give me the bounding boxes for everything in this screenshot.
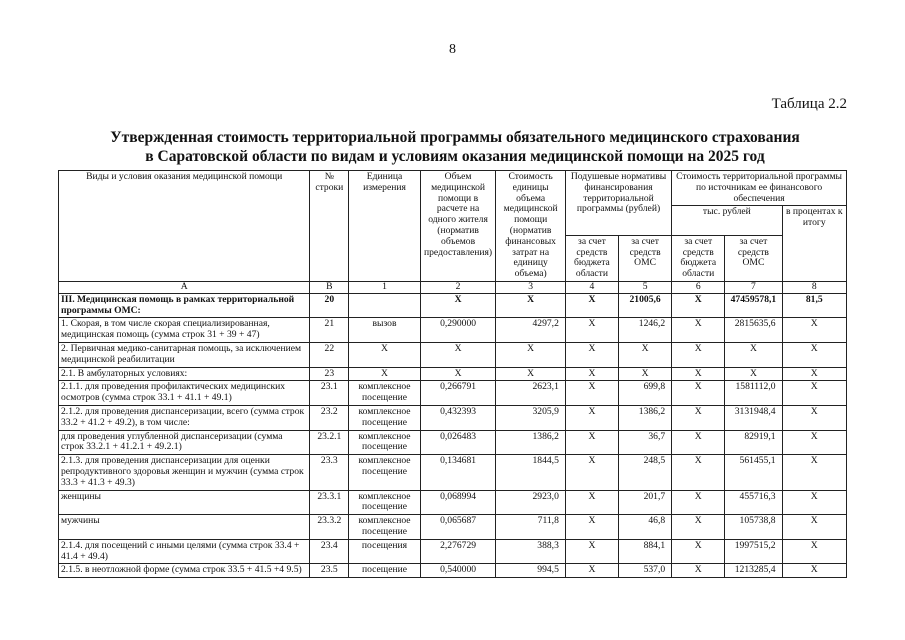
row-norm-budget: X [565,367,618,381]
header-cost-oms: за счет средств ОМС [725,235,782,281]
row-name: 2.1.4. для посещений с иными целями (сумма строк 33.4 + 41.4 + 49.4) [59,539,310,564]
row-percent: X [782,455,846,490]
document-title [60,128,850,166]
row-volume: 0,026483 [420,430,496,455]
row-volume: 2,276729 [420,539,496,564]
column-index: 2 [420,281,496,293]
row-norm-budget: X [565,293,618,318]
header-volume: Объем медицинской помощи в расчете на одного жителя (норматив объемов предоставления) [420,171,496,282]
header-cost-group: Стоимость территориальной программы по источникам ее финансового обеспечения [672,171,847,206]
column-index: 8 [782,281,846,293]
row-percent: X [782,490,846,515]
table-row [59,430,847,455]
row-cost-oms: 105738,8 [725,515,782,540]
header-norm-oms: за счет средств ОМС [619,235,672,281]
row-norm-oms: 1246,2 [619,318,672,343]
table-row [59,564,847,578]
row-cost-budget: X [672,293,725,318]
row-unit: посещения [349,539,421,564]
row-norm-oms: 21005,6 [619,293,672,318]
column-index: А [59,281,310,293]
row-norm-budget: X [565,564,618,578]
row-cost: 994,5 [496,564,565,578]
row-cost: 711,8 [496,515,565,540]
row-cost: X [496,342,565,367]
header-percent: в процентах к итогу [782,206,846,282]
row-no: 22 [310,342,349,367]
row-cost-oms: 1581112,0 [725,381,782,406]
row-cost-budget: X [672,367,725,381]
row-unit: X [349,367,421,381]
header-unit: Единица измерения [349,171,421,282]
row-cost-budget: X [672,490,725,515]
row-cost-oms: 3131948,4 [725,405,782,430]
page-number: 8 [449,42,456,57]
table-row [59,539,847,564]
row-name: 2.1. В амбулаторных условиях: [59,367,310,381]
row-no: 23.3.1 [310,490,349,515]
row-percent: X [782,405,846,430]
row-norm-budget: X [565,342,618,367]
row-cost-oms: 2815635,6 [725,318,782,343]
row-volume: 0,068994 [420,490,496,515]
column-index: 4 [565,281,618,293]
column-index: 6 [672,281,725,293]
table-row [59,342,847,367]
row-unit: комплексное посещение [349,515,421,540]
row-name: мужчины [59,515,310,540]
row-norm-oms: 36,7 [619,430,672,455]
table-row [59,405,847,430]
row-cost-budget: X [672,405,725,430]
row-percent: 81,5 [782,293,846,318]
row-norm-budget: X [565,381,618,406]
table-row [59,381,847,406]
row-unit: комплексное посещение [349,455,421,490]
row-no: 23.4 [310,539,349,564]
row-norm-oms: 1386,2 [619,405,672,430]
row-unit: X [349,342,421,367]
row-no: 23.3 [310,455,349,490]
row-percent: X [782,539,846,564]
row-cost-oms: 561455,1 [725,455,782,490]
row-name: 2.1.3. для проведения диспансеризации для оценки репродуктивного здоровья женщин и мужчин (сумма строк 33.3 + 41.3 + 49.3) [59,455,310,490]
row-no: 23.5 [310,564,349,578]
row-volume: X [420,342,496,367]
row-norm-budget: X [565,490,618,515]
row-volume: 0,432393 [420,405,496,430]
table-row [59,515,847,540]
row-cost-oms: 1997515,2 [725,539,782,564]
row-percent: X [782,564,846,578]
column-index: 7 [725,281,782,293]
row-cost-budget: X [672,381,725,406]
row-cost: X [496,293,565,318]
column-index: В [310,281,349,293]
row-volume: X [420,367,496,381]
row-volume: 0,065687 [420,515,496,540]
header-norm-budget: за счет средств бюджета области [565,235,618,281]
row-no: 23.2.1 [310,430,349,455]
title-line-2: в Саратовской области по видам и условиям оказания медицинской помощи на 2025 год [145,148,765,165]
row-unit: комплексное посещение [349,381,421,406]
row-cost: 1386,2 [496,430,565,455]
title-line-1: Утвержденная стоимость территориальной программы обязательного медицинского страхования [110,129,800,146]
row-norm-budget: X [565,318,618,343]
row-percent: X [782,342,846,367]
row-unit: комплексное посещение [349,430,421,455]
column-index: 1 [349,281,421,293]
row-cost-oms: 82919,1 [725,430,782,455]
row-cost-budget: X [672,564,725,578]
row-norm-oms: 537,0 [619,564,672,578]
row-name: 2.1.5. в неотложной форме (сумма строк 33.5 + 41.5 +4 9.5) [59,564,310,578]
row-name: 2.1.1. для проведения профилактических медицинских осмотров (сумма строк 33.1 + 41.1 + 49.1) [59,381,310,406]
row-cost: X [496,367,565,381]
row-percent: X [782,381,846,406]
row-norm-budget: X [565,430,618,455]
row-no: 20 [310,293,349,318]
row-cost: 2923,0 [496,490,565,515]
row-cost-budget: X [672,318,725,343]
row-norm-budget: X [565,455,618,490]
row-cost-budget: X [672,455,725,490]
row-cost-budget: X [672,539,725,564]
row-norm-oms: 884,1 [619,539,672,564]
header-kinds: Виды и условия оказания медицинской помощи [59,171,310,282]
row-unit: комплексное посещение [349,490,421,515]
row-percent: X [782,367,846,381]
row-volume: 0,134681 [420,455,496,490]
row-cost: 1844,5 [496,455,565,490]
header-thousand-rub: тыс. рублей [672,206,782,235]
row-no: 23.3.2 [310,515,349,540]
cost-table [58,170,847,578]
row-cost: 388,3 [496,539,565,564]
table-row [59,367,847,381]
row-name: женщины [59,490,310,515]
table-row [59,455,847,490]
row-unit: комплексное посещение [349,405,421,430]
table-caption: Таблица 2.2 [771,96,847,112]
header-norms-group: Подушевые нормативы финансирования территориальной программы (рублей) [565,171,671,236]
row-norm-oms: 248,5 [619,455,672,490]
row-volume: 0,266791 [420,381,496,406]
header-cost: Стоимость единицы объема медицинской помощи (норматив финансовых затрат на единицу объема) [496,171,565,282]
row-name: III. Медицинская помощь в рамках территориальной программы ОМС: [59,293,310,318]
row-norm-budget: X [565,539,618,564]
row-name: 2. Первичная медико-санитарная помощь, за исключением медицинской реабилитации [59,342,310,367]
row-unit [349,293,421,318]
table-row [59,293,847,318]
row-norm-budget: X [565,405,618,430]
row-percent: X [782,318,846,343]
row-volume: 0,540000 [420,564,496,578]
row-cost-oms: X [725,342,782,367]
row-cost: 3205,9 [496,405,565,430]
row-name: для проведения углубленной диспансеризации (сумма строк 33.2.1 + 41.2.1 + 49.2.1) [59,430,310,455]
row-volume: 0,290000 [420,318,496,343]
row-cost: 4297,2 [496,318,565,343]
row-cost-oms: 455716,3 [725,490,782,515]
table-row [59,490,847,515]
row-unit: вызов [349,318,421,343]
row-no: 23 [310,367,349,381]
header-cost-budget: за счет средств бюджета области [672,235,725,281]
row-norm-oms: 699,8 [619,381,672,406]
row-cost-oms: X [725,367,782,381]
row-norm-budget: X [565,515,618,540]
row-no: 23.1 [310,381,349,406]
column-index: 5 [619,281,672,293]
row-norm-oms: X [619,367,672,381]
row-cost-budget: X [672,515,725,540]
row-norm-oms: 46,8 [619,515,672,540]
column-index-row [59,281,847,293]
row-name: 2.1.2. для проведения диспансеризации, всего (сумма строк 33.2 + 41.2 + 49.2), в том числе: [59,405,310,430]
row-cost: 2623,1 [496,381,565,406]
row-norm-oms: X [619,342,672,367]
row-no: 21 [310,318,349,343]
row-norm-oms: 201,7 [619,490,672,515]
row-volume: X [420,293,496,318]
row-name: 1. Скорая, в том числе скорая специализированная, медицинская помощь (сумма строк 31 + 39 + 47) [59,318,310,343]
row-percent: X [782,515,846,540]
column-index: 3 [496,281,565,293]
row-cost-oms: 47459578,1 [725,293,782,318]
row-no: 23.2 [310,405,349,430]
row-percent: X [782,430,846,455]
row-cost-budget: X [672,430,725,455]
row-cost-oms: 1213285,4 [725,564,782,578]
row-unit: посещение [349,564,421,578]
row-cost-budget: X [672,342,725,367]
table-row [59,318,847,343]
header-row-no: № строки [310,171,349,282]
